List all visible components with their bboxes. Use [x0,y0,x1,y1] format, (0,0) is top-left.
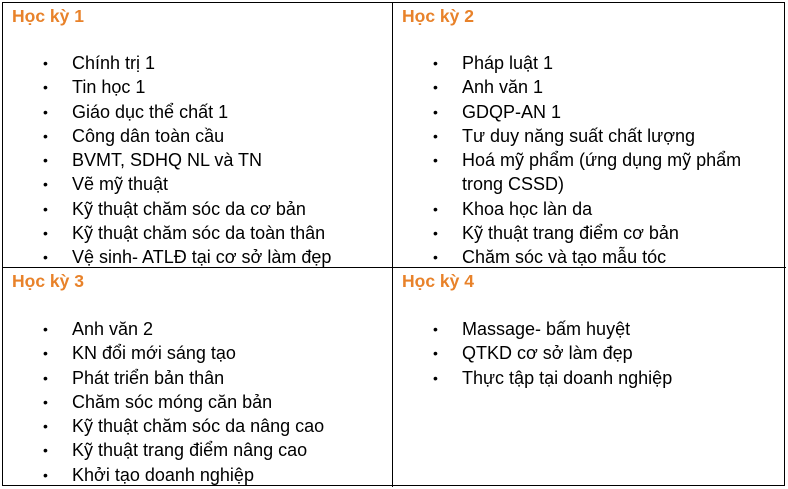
bullet-icon: • [43,321,48,337]
course-item [393,366,780,390]
course-name: Khoa học làn da [462,198,593,219]
course-name: KN đổi mới sáng tạo [72,343,236,364]
course-item [3,463,386,487]
course-item [393,245,780,268]
course-name: Chăm sóc móng căn bản [72,391,273,412]
semester-cell-1 [3,3,393,268]
course-item [393,341,780,365]
bullet-icon: • [433,369,438,386]
course-item [3,197,386,221]
course-list [393,51,780,268]
bullet-icon: • [43,442,48,459]
bullet-icon: • [433,55,438,71]
bullet-icon: • [43,418,48,435]
course-name: GDQP-AN 1 [462,101,562,122]
course-list [393,317,780,390]
course-name: Massage- bấm huyệt [462,319,631,339]
bullet-icon: • [43,369,48,386]
bullet-icon: • [43,55,48,71]
course-item [3,414,386,438]
course-item [3,317,386,341]
bullet-icon: • [43,176,48,193]
course-item [3,438,386,462]
course-item [393,148,780,197]
course-item [393,75,780,99]
semester-cell-3 [3,268,393,487]
course-list [3,317,386,487]
semester-title: Học kỳ 4 [402,271,474,291]
course-name: Tư duy năng suất chất lượng [462,125,696,146]
course-item [3,124,386,148]
course-name: Pháp luật 1 [462,53,554,73]
bullet-icon: • [433,225,438,242]
bullet-icon: • [433,345,438,362]
bullet-icon: • [433,249,438,266]
course-name: Anh văn 1 [462,77,544,98]
bullet-icon: • [433,152,438,169]
course-item [3,390,386,414]
course-item [393,317,780,341]
bullet-icon: • [433,127,438,144]
course-name: Chăm sóc và tạo mẫu tóc [462,247,667,268]
course-item [393,124,780,148]
course-name: Giáo dục thể chất 1 [72,101,229,122]
course-item [3,366,386,390]
course-item [393,197,780,221]
course-name: Anh văn 2 [72,319,154,339]
bullet-icon: • [43,79,48,96]
course-name: Kỹ thuật trang điểm nâng cao [72,440,308,461]
bullet-icon: • [43,127,48,144]
bullet-icon: • [43,200,48,217]
bullet-icon: • [43,152,48,169]
course-item [393,221,780,245]
course-name: BVMT, SDHQ NL và TN [72,150,263,171]
course-name: Kỹ thuật chăm sóc da toàn thân [72,223,326,244]
bullet-icon: • [433,103,438,120]
semester-cell-2 [393,3,786,268]
bullet-icon: • [433,321,438,337]
semester-cell-4 [393,268,786,487]
course-name: Kỹ thuật trang điểm cơ bản [462,223,679,244]
bullet-icon: • [43,466,48,483]
course-name: QTKD cơ sở làm đẹp [462,343,633,364]
course-name: Tin học 1 [72,77,146,98]
course-name: Thực tập tại doanh nghiệp [462,367,673,388]
course-name: Phát triển bản thân [72,367,225,388]
course-item [3,148,386,172]
course-item [3,51,386,75]
course-item [3,100,386,124]
bullet-icon: • [433,200,438,217]
course-item [3,75,386,99]
bullet-icon: • [43,393,48,410]
bullet-icon: • [433,79,438,96]
course-name: Công dân toàn cầu [72,125,225,146]
course-name: Khởi tạo doanh nghiệp [72,464,254,485]
course-name: Vẽ mỹ thuật [72,174,169,195]
course-name: Chính trị 1 [72,53,156,73]
semester-title: Học kỳ 1 [12,6,84,26]
course-item [3,221,386,245]
semester-table [2,2,785,486]
course-name: Kỹ thuật chăm sóc da cơ bản [72,198,306,219]
semester-title: Học kỳ 3 [12,271,84,291]
course-name: Hoá mỹ phẩm (ứng dụng mỹ phẩm trong CSSD) [462,150,742,195]
semester-title: Học kỳ 2 [402,6,474,26]
course-item [3,341,386,365]
bullet-icon: • [43,249,48,266]
course-name: Kỹ thuật chăm sóc da nâng cao [72,416,325,437]
bullet-icon: • [43,345,48,362]
course-name: Vệ sinh- ATLĐ tại cơ sở làm đẹp [72,247,332,268]
course-item [3,172,386,196]
course-list [3,51,386,268]
bullet-icon: • [43,225,48,242]
course-item [393,51,780,75]
bullet-icon: • [43,103,48,120]
course-item [3,245,386,268]
course-item [393,100,780,124]
